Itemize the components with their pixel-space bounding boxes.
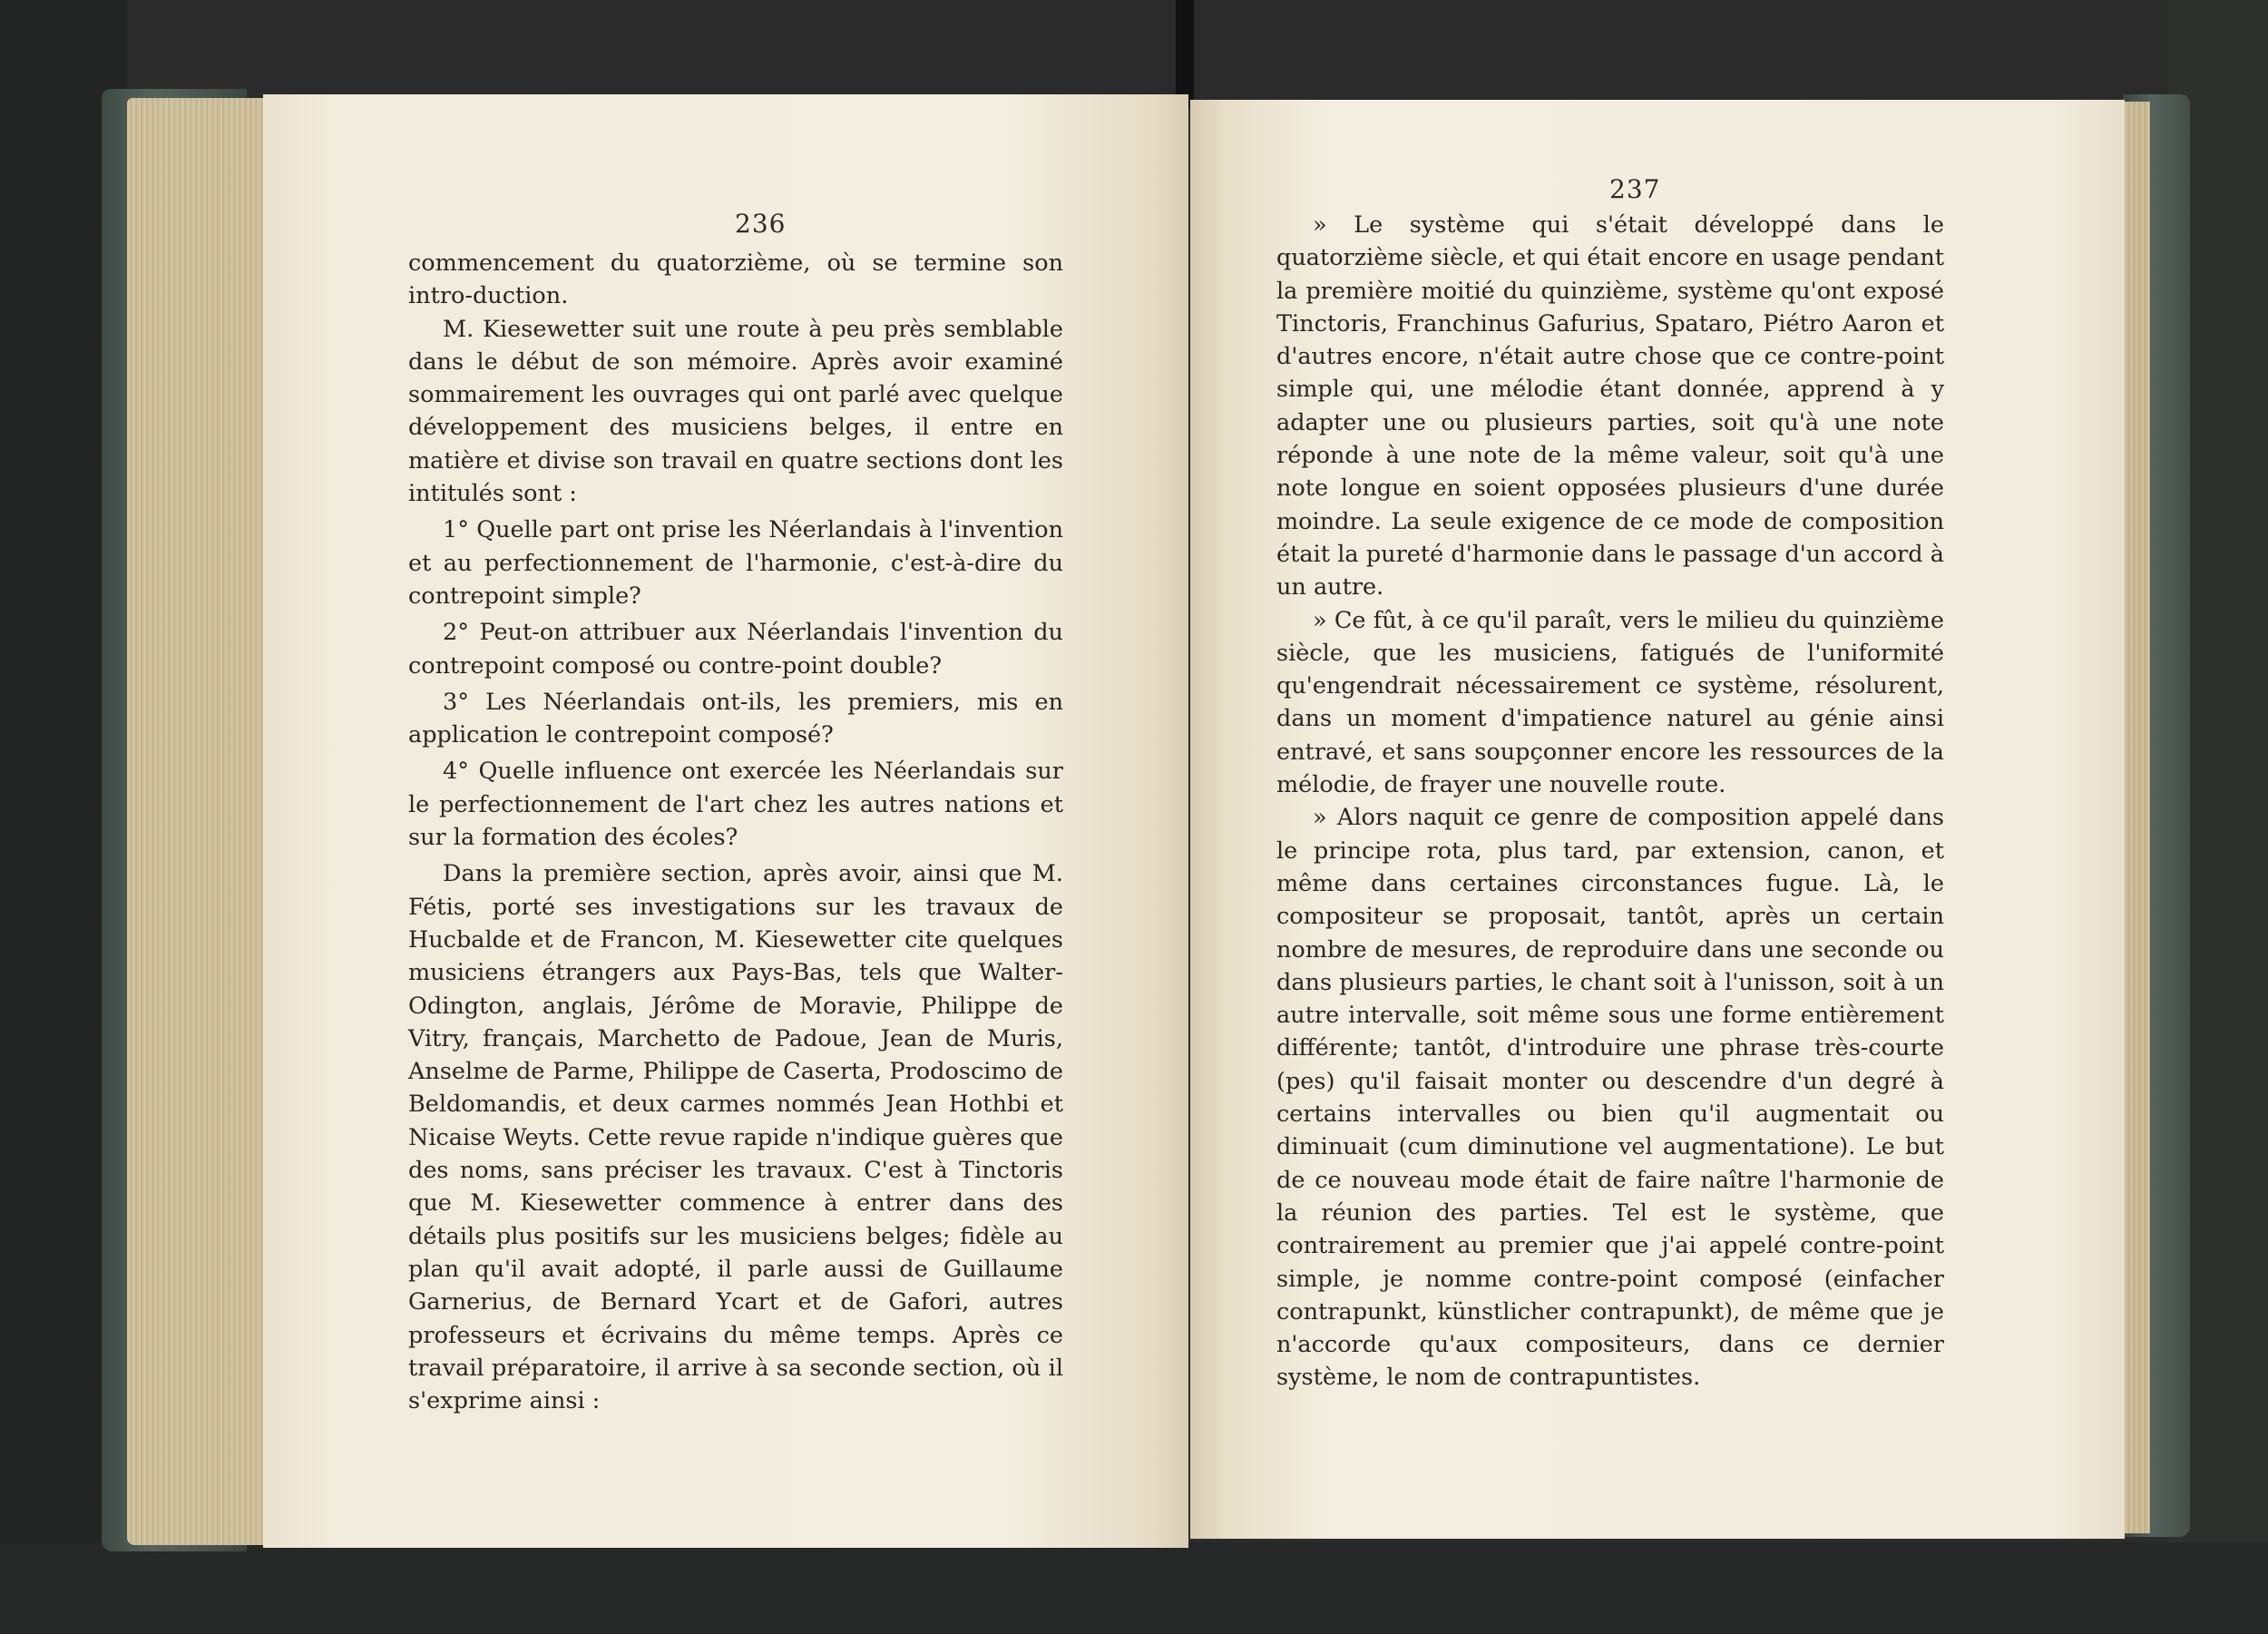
paragraph: » Le système qui s'était développé dans le quatorzième siècle, et qui était encore en usage pendant la première moitié du quinzième, système qu'ont exposé Tinctoris, Franchinus Gafurius, Spataro, Piétro Aaron et d'autres encore, n'était autre chose que ce contre-point simple qui, une mélodie étant donnée, apprend à y adapter une ou plusieurs parties, soit qu'à une note réponde à une note de la même valeur, soit qu'à une note longue en soient opposées plusieurs d'une durée moindre. La seule exigence de ce mode de composition était la pureté d'harmonie dans le passage d'un accord à un autre. [1276,211,1944,602]
page-number: 236 [735,209,787,239]
page-body [408,247,1063,1417]
list-item: 2° Peut-on attribuer aux Néerlandais l'invention du contrepoint composé ou contre-point double? [408,619,1063,680]
page-number: 237 [1609,174,1661,204]
page-body [1276,209,1944,1394]
paragraph: Dans la première section, après avoir, ainsi que M. Fétis, porté ses investigations sur les travaux de Hucbalde et de Francon, M. Kiesewetter cite quelques musiciens étrangers aux Pays-Bas, tels que Walter-Odington, anglais, Jérôme de Moravie, Philippe de Vitry, français, Marchetto de Padoue, Jean de Muris, Anselme de Parme, Philippe de Caserta, Prodoscimo de Beldomandis, et deux carmes nommés Jean Hothbi et Nicaise Weyts. Cette revue rapide n'indique guères que des noms, sans préciser les travaux. C'est à Tinctoris que M. Kiesewetter commence à entrer dans des détails plus positifs sur les musiciens belges; fidèle au plan qu'il avait adopté, il parle aussi de Guillaume Garnerius, de Bernard Ycart et de Gafori, autres professeurs et écrivains du même temps. Après ce travail préparatoire, il arrive à sa seconde section, où il s'exprime ainsi : [408,860,1063,1415]
page-edges-left [127,98,263,1545]
paragraph: M. Kiesewetter suit une route à peu près semblable dans le début de son mémoire. Après avoir examiné sommairement les ouvrages qui ont parlé avec quelque développement des musiciens belges, il entre en matière et divise son travail en quatre sections dont les intitulés sont : [408,315,1063,508]
left-page [263,94,1188,1548]
paragraph: » Ce fût, à ce qu'il paraît, vers le milieu du quinzième siècle, que les musiciens, fatigués de l'uniformité qu'engendrait nécessairement ce système, résolurent, dans un moment d'impatience naturel au génie ainsi entravé, et sans soupçonner encore les ressources de la mélodie, de frayer une nouvelle route. [1276,606,1944,799]
dark-backdrop-bottom [0,1542,2268,1634]
list-item: 3° Les Néerlandais ont-ils, les premiers, mis en application le contrepoint composé? [408,688,1063,749]
list-item: 1° Quelle part ont prise les Néerlandais à l'invention et au perfectionnement de l'harmonie, c'est-à-dire du contrepoint simple? [408,516,1063,610]
paragraph: » Alors naquit ce genre de composition appelé dans le principe rota, plus tard, par extension, canon, et même dans certaines circonstances fugue. Là, le compositeur se proposait, tantôt, après un certain nombre de mesures, de reproduire dans une seconde ou dans plusieurs parties, le chant soit à l'unisson, soit à un autre intervalle, soit même sous une forme entièrement différente; tantôt, d'introduire une phrase très-courte (pes) qu'il faisait monter ou descendre d'un degré à certains intervalles ou bien qu'il augmentait ou diminuait (cum diminutione vel augmentatione). Le but de ce nouveau mode était de faire naître l'harmonie de la réunion des parties. Tel est le système, que contrairement au premier que j'ai appelé contre-point simple, je nomme contre-point composé (einfacher contrapunkt, künstlicher contrapunkt), de même que je n'accorde qu'aux compositeurs, dans ce dernier système, le nom de contrapuntistes. [1276,804,1944,1392]
gutter-shadow [1176,0,1194,109]
list-item: 4° Quelle influence ont exercée les Néerlandais sur le perfectionnement de l'art chez les autres nations et sur la formation des écoles? [408,758,1063,852]
right-page [1190,100,2125,1539]
dark-backdrop [0,0,2268,100]
paragraph: commencement du quatorzième, où se termine son intro-duction. [408,250,1063,310]
